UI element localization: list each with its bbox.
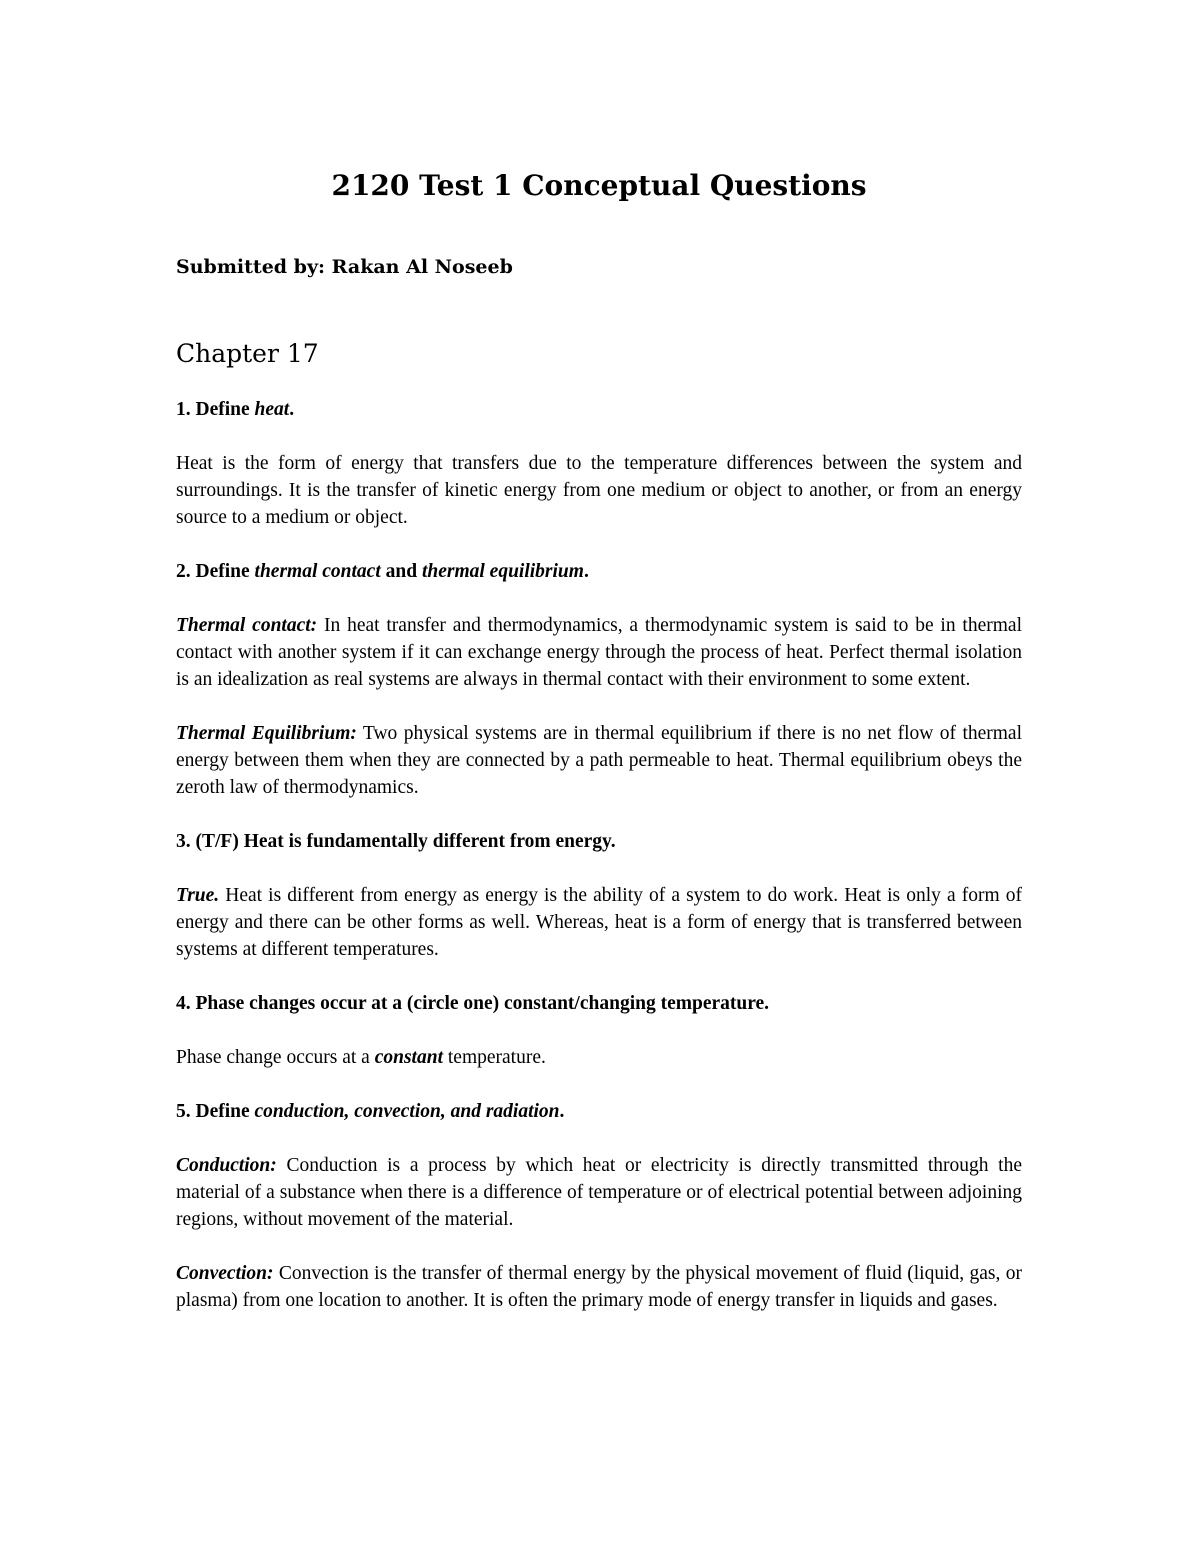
answer-5-text-1: Conduction is a process by which heat or electricity is directly transmitted through the material of a substance when there is a difference of temperature or of electrical potential between adjoining regions, without movement of the material.	[176, 1155, 1022, 1230]
answer-2-text-1: In heat transfer and thermodynamics, a thermodynamic system is said to be in thermal contact with another system if it can exchange energy through the process of heat. Perfect thermal isolation is an idealization as real systems are always in thermal contact with their environment to some extent.	[176, 615, 1022, 690]
question-2-term-2: thermal equilibrium	[421, 561, 584, 582]
answer-3	[176, 882, 1022, 963]
answer-5-text-2: Convection is the transfer of thermal energy by the physical movement of fluid (liquid, gas, or plasma) from one location to another. It is often the primary mode of energy transfer in liquids and gases.	[176, 1263, 1022, 1311]
question-5-term: conduction, convection, and radiation	[254, 1101, 560, 1122]
question-5-suffix: .	[559, 1101, 565, 1122]
question-4: 4. Phase changes occur at a (circle one) constant/changing temperature.	[176, 993, 770, 1014]
question-2-mid: and	[380, 561, 422, 582]
question-5	[176, 1098, 1022, 1125]
answer-4	[176, 1044, 1022, 1071]
answer-2-thermal-contact	[176, 612, 1022, 693]
answer-5-convection	[176, 1260, 1022, 1314]
question-1-prefix: 1. Define	[176, 399, 255, 420]
question-2-prefix: 2. Define	[176, 561, 255, 582]
submitted-label: Submitted by:	[176, 256, 326, 278]
answer-2-term-2: Thermal Equilibrium:	[176, 723, 357, 744]
question-1-suffix: .	[289, 399, 295, 420]
document-title: 2120 Test 1 Conceptual Questions	[331, 169, 867, 202]
answer-2-text-2: Two physical systems are in thermal equilibrium if there is no net flow of thermal energy between them when they are connected by a path permeable to heat. Thermal equilibrium obeys the zeroth law of thermodynamics.	[176, 723, 1022, 798]
answer-2-thermal-equilibrium	[176, 720, 1022, 801]
answer-1: Heat is the form of energy that transfers due to the temperature differences between the system and surroundings. It is the transfer of kinetic energy from one medium or object to another, or from an energy source to a medium or object.	[176, 453, 1022, 528]
question-2	[176, 558, 1022, 585]
question-2-term-1: thermal contact	[254, 561, 381, 582]
document-content	[176, 168, 1022, 1314]
question-5-prefix: 5. Define	[176, 1101, 255, 1122]
question-3: 3. (T/F) Heat is fundamentally different from energy.	[176, 831, 616, 852]
answer-5-term-1: Conduction:	[176, 1155, 277, 1176]
question-2-suffix: .	[583, 561, 589, 582]
answer-3-text: Heat is different from energy as energy is the ability of a system to do work. Heat is only a form of energy and there can be other forms as well. Whereas, heat is a form of energy that is transferred between systems at different temperatures.	[176, 885, 1022, 960]
question-1	[176, 396, 1022, 423]
chapter-heading: Chapter 17	[176, 339, 319, 368]
answer-5-term-2: Convection:	[176, 1263, 274, 1284]
answer-4-prefix: Phase change occurs at a	[176, 1047, 375, 1068]
answer-3-term: True.	[176, 885, 220, 906]
submitted-name: Rakan Al Noseeb	[331, 256, 513, 278]
answer-4-suffix: temperature.	[443, 1047, 546, 1068]
answer-5-conduction	[176, 1152, 1022, 1233]
question-1-term: heat	[254, 399, 290, 420]
answer-2-term-1: Thermal contact:	[176, 615, 318, 636]
answer-4-term: constant	[374, 1047, 443, 1068]
submitted-by	[176, 254, 1022, 280]
